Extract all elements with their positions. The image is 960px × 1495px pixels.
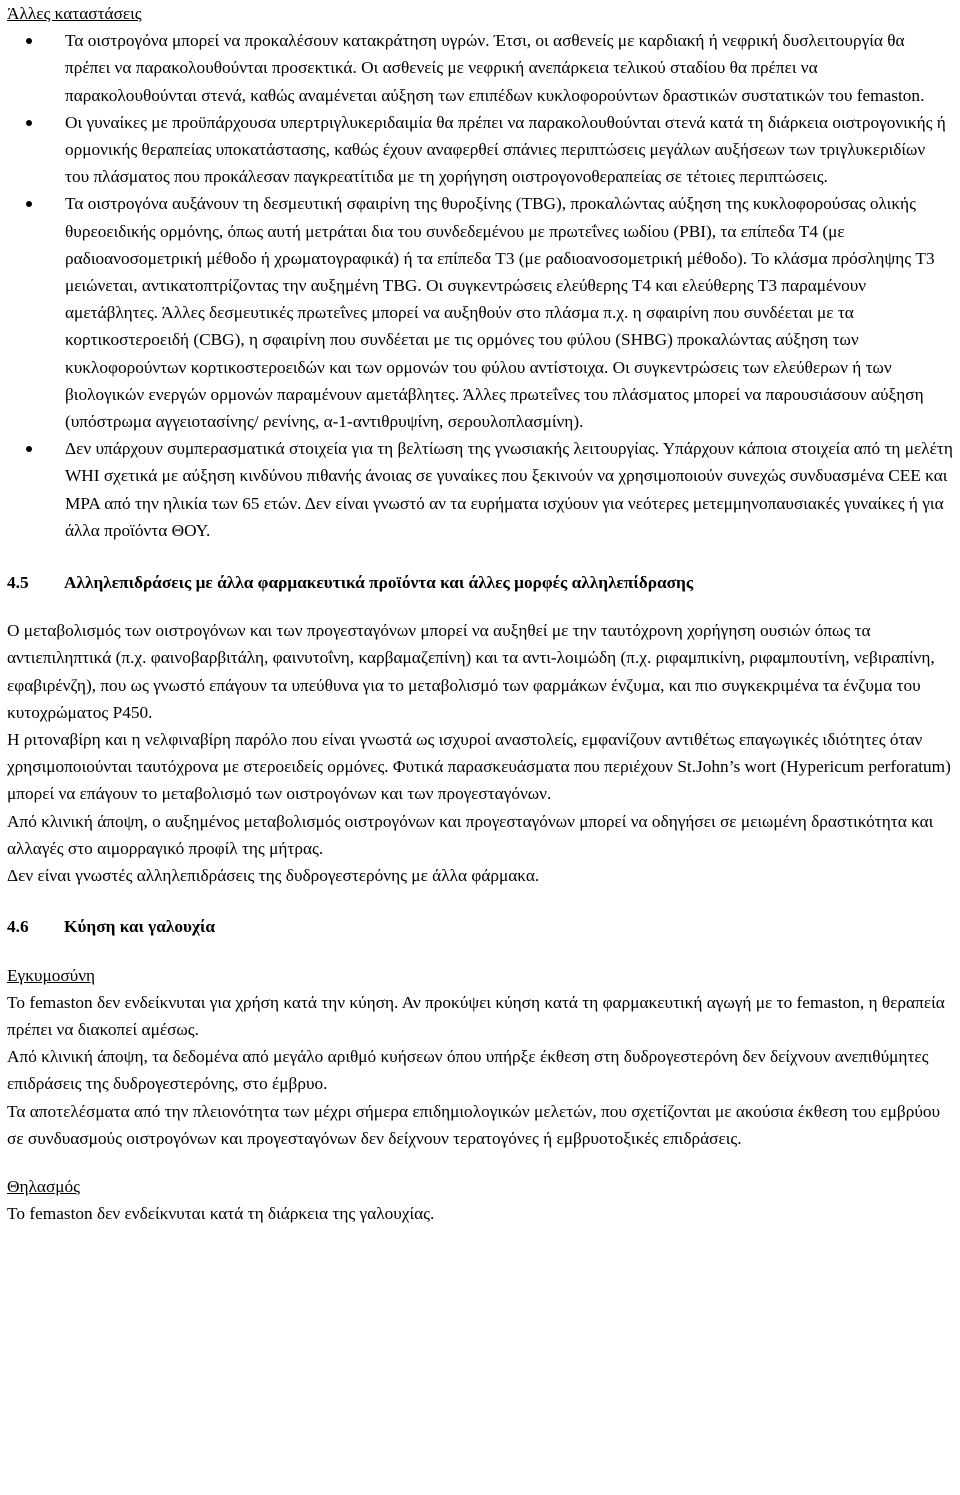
lactation-subtitle: Θηλασμός [7, 1176, 81, 1196]
section-4-6-heading [7, 913, 953, 940]
section-title: Αλληλεπιδράσεις με άλλα φαρμακευτικά προϊόντα και άλλες μορφές αλληλεπίδρασης [64, 573, 694, 593]
list-item: Τα οιστρογόνα αυξάνουν τη δεσμευτική σφαιρίνη της θυροξίνης (TBG), προκαλώντας αύξηση της κυκλοφορούσας ολικής θυρεοειδικής ορμόνης, όπως αυτή μετράται δια του συνδεδεμένου με πρωτεΐνες ιωδίου (PBI), τα επίπεδα T4 (με ραδιοανοσομετρική μέθοδο ή χρωματογραφικά) ή τα επίπεδα T3 (με ραδιοανοσομετρική μέθοδο). Το κλάσμα πρόσληψης T3 μειώνεται, αντικατοπτρίζοντας την αυξημένη TBG. Οι συγκεντρώσεις ελεύθερης T4 και ελεύθερης T3 παραμένουν αμετάβλητες. Άλλες δεσμευτικές πρωτεΐνες μπορεί να αυξηθούν στο πλάσμα π.χ. η σφαιρίνη που συνδέεται με τα κορτικοστεροειδή (CBG), η σφαιρίνη που συνδέεται με τις ορμόνες του φύλου (SHBG) προκαλώντας αύξηση των κυκλοφορούντων κορτικοστεροειδών και των ορμονών του φύλου αντίστοιχα. Οι συγκεντρώσεις των ελεύθερων ή των βιολογικών ενεργών ορμονών παραμένουν αμετάβλητες. Άλλες πρωτεΐνες του πλάσματος μπορεί να παρουσιάσουν αύξηση (υπόστρωμα αγγειοτασίνης/ ρενίνης, α-1-αντιθρυψίνη, σερουλοπλασμίνη). [7, 190, 953, 435]
section-number: 4.5 [7, 573, 29, 593]
list-item: Οι γυναίκες με προϋπάρχουσα υπερτριγλυκεριδαιμία θα πρέπει να παρακολουθούνται στενά κατά τη διάρκεια οιστρογονικής ή ορμονικής θεραπείας υποκατάστασης, καθώς έχουν αναφερθεί σπάνιες περιπτώσεις μεγάλων αυξήσεων των τριγλυκεριδίων του πλάσματος που προκάλεσαν παγκρεατίτιδα με τη χορήγηση οιστρογονοθεραπείας σε τέτοιες περιπτώσεις. [7, 109, 953, 191]
section-number: 4.6 [7, 917, 29, 937]
paragraph: Από κλινική άποψη, ο αυξημένος μεταβολισμός οιστρογόνων και προγεσταγόνων μπορεί να οδηγήσει σε μειωμένη δραστικότητα και αλλαγές στο αιμορραγικό προφίλ της μήτρας. [7, 811, 934, 858]
paragraph: Το femaston δεν ενδείκνυται για χρήση κατά την κύηση. Αν προκύψει κύηση κατά τη φαρμακευτική αγωγή με το femaston, η θεραπεία πρέπει να διακοπεί αμέσως. [7, 992, 945, 1039]
other-conditions-title: Άλλες καταστάσεις [7, 4, 142, 23]
paragraph: Ο μεταβολισμός των οιστρογόνων και των προγεσταγόνων μπορεί να αυξηθεί με την ταυτόχρονη χορήγηση ουσιών όπως τα αντιεπιληπτικά (π.χ. φαινοβαρβιτάλη, φαινυτοΐνη, καρβαμαζεπίνη) και τα αντι-λοιμώδη (π.χ. ριφαμπικίνη, ριφαμπουτίνη, νεβιραπίνη, εφαβιρένζη), που ως γνωστό επάγουν τα υπεύθυνα για το μεταβολισμό των φαρμάκων ένζυμα, και πιο συγκεκριμένα τα ένζυμα του κυτοχρώματος P450. [7, 621, 935, 722]
document-page [7, 0, 953, 1227]
list-item: Δεν υπάρχουν συμπερασματικά στοιχεία για τη βελτίωση της γνωσιακής λειτουργίας. Υπάρχουν κάποια στοιχεία από τη μελέτη WHI σχετικά με αύξηση κινδύνου πιθανής άνοιας σε γυναίκες που ξεκινούν να χρησιμοποιούν συνεχώς συνδυασμένα CEE και MPA από την ηλικία των 65 ετών. Δεν είναι γνωστό αν τα ευρήματα ισχύουν για νεότερες μετεμμηνοπαυσιακές γυναίκες ή για άλλα προϊόντα ΘΟΥ. [7, 435, 953, 544]
paragraph: Η ριτοναβίρη και η νελφιναβίρη παρόλο που είναι γνωστά ως ισχυροί αναστολείς, εμφανίζουν αντιθέτως επαγωγικές ιδιότητες όταν χρησιμοποιούνται ταυτόχρονα με στεροειδείς ορμόνες. Φυτικά παρασκευάσματα που περιέχουν St.John’s wort (Hypericum perforatum) μπορεί να επάγουν το μεταβολισμό των οιστρογόνων και των προγεσταγόνων. [7, 730, 951, 804]
bullet-icon [26, 201, 32, 207]
bullet-icon [26, 446, 32, 452]
paragraph: Τα αποτελέσματα από την πλειονότητα των μέχρι σήμερα επιδημιολογικών μελετών, που σχετίζονται με ακούσια έκθεση του εμβρύου σε συνδυασμούς οιστρογόνων και προγεσταγόνων δεν δείχνουν τερατογόνες ή εμβρυοτοξικές επιδράσεις. [7, 1101, 941, 1148]
paragraph: Το femaston δεν ενδείκνυται κατά τη διάρκεια της γαλουχίας. [7, 1204, 435, 1224]
other-conditions-list [7, 27, 953, 544]
bullet-icon [26, 38, 32, 44]
paragraph: Από κλινική άποψη, τα δεδομένα από μεγάλο αριθμό κυήσεων όπου υπήρξε έκθεση στη δυδρογεστερόνη δεν δείχνουν ανεπιθύμητες επιδράσεις της δυδρογεστερόνης, στο έμβρυο. [7, 1047, 929, 1094]
pregnancy-subtitle: Εγκυμοσύνη [7, 965, 96, 985]
bullet-icon [26, 120, 32, 126]
section-4-5-heading [7, 569, 953, 596]
list-item: Τα οιστρογόνα μπορεί να προκαλέσουν κατακράτηση υγρών. Έτσι, οι ασθενείς με καρδιακή ή νεφρική δυσλειτουργία θα πρέπει να παρακολουθούνται προσεκτικά. Οι ασθενείς με νεφρική ανεπάρκεια τελικού σταδίου θα πρέπει να παρακολουθούνται στενά, καθώς αναμένεται αύξηση των επιπέδων κυκλοφορούντων δραστικών συστατικών του femaston. [7, 27, 953, 109]
section-title: Κύηση και γαλουχία [64, 917, 215, 937]
paragraph: Δεν είναι γνωστές αλληλεπιδράσεις της δυδρογεστερόνης με άλλα φάρμακα. [7, 866, 540, 886]
